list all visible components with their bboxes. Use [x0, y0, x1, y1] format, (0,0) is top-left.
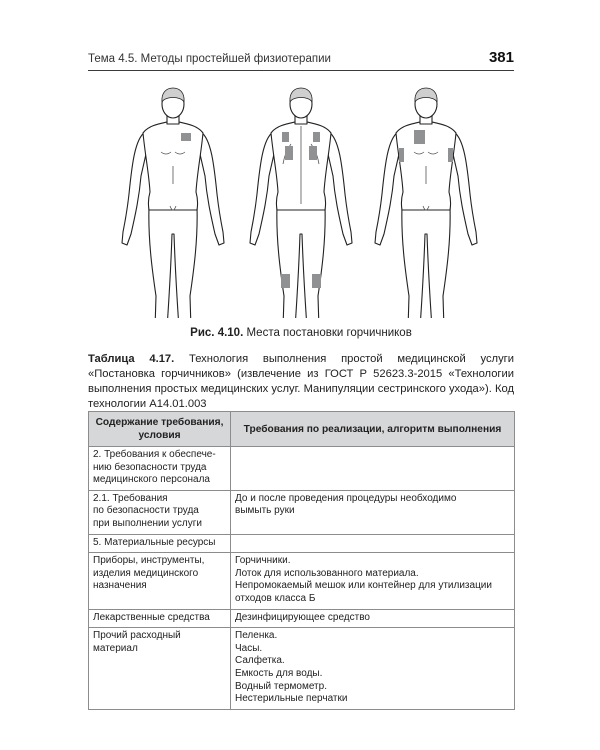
plaster-calf-right [312, 274, 321, 288]
cell-text-line: До и после проведения процедуры необходимо [235, 492, 457, 504]
body-figures-svg [88, 78, 514, 318]
cell-text-line: Часы. [235, 642, 263, 654]
cell-text-line: Непромокаемый мешок или контейнер для утилизации [235, 580, 492, 592]
table-cell-requirement [89, 490, 231, 534]
cell-text-line: по безопасности труда [93, 505, 199, 517]
figure-caption-text: Места постановки горчичников [243, 327, 412, 339]
cell-text-line: Горчичники. [235, 555, 291, 567]
table-caption-label: Таблица 4.17. [88, 353, 175, 365]
table-cell-implementation [231, 447, 515, 491]
cell-text-line: вымыть руки [235, 505, 295, 517]
cell-text-line: Емкость для воды. [235, 667, 323, 679]
cell-text-line: Прочий расходный [93, 630, 181, 642]
figure-front-2 [375, 88, 477, 318]
cell-text-line: Лоток для использованного материала. [235, 567, 419, 579]
cell-text-line: назначения [93, 580, 147, 592]
table-cell-requirement [89, 534, 231, 553]
table-caption [88, 352, 514, 412]
table-row [89, 628, 515, 710]
cell-text-line: медицинского персонала [93, 474, 210, 486]
table-cell-implementation [231, 534, 515, 553]
figure-back [250, 88, 352, 318]
plaster-shoulder-right [313, 132, 320, 142]
cell-text-line: изделия медицинского [93, 567, 199, 579]
cell-text-line: 2.1. Требования [93, 492, 168, 504]
cell-text-line: Приборы, инструменты, [93, 555, 205, 567]
table-row [89, 609, 515, 628]
table-row [89, 490, 515, 534]
table-row [89, 447, 515, 491]
table-caption-text: Технология выполнения простой медицинской услуги «Постановка горчичников» (извлечение из ГОСТ Р 52623.3-2015 «Технологии выполнения простых медицинских услуг. Манипуляции сестринского ухода»). Код технологии А14.01.003 [88, 353, 514, 410]
running-header [88, 50, 514, 71]
cell-text-line: 2. Требования к обеспече- [93, 449, 216, 460]
table-row [89, 534, 515, 553]
plaster-calf-left [281, 274, 290, 288]
cell-text-line: 5. Материальные ресурсы [93, 536, 216, 548]
cell-text-line: при выполнении услуги [93, 517, 202, 529]
cell-text-line: Дезинфицирующее средство [235, 611, 370, 623]
plaster-side-right [448, 148, 453, 162]
plaster-shoulder-left [282, 132, 289, 142]
cell-text-line: материал [93, 642, 138, 654]
page-number: 381 [488, 49, 514, 66]
table-header-row [89, 412, 515, 447]
table-cell-implementation [231, 553, 515, 609]
plaster-side-left [399, 148, 404, 162]
figure-body-diagram [88, 78, 514, 318]
cell-text-line: Салфетка. [235, 655, 285, 667]
cell-text-line: Водный термометр. [235, 680, 327, 692]
table-cell-requirement [89, 628, 231, 710]
figure-caption-label: Рис. 4.10. [190, 327, 244, 339]
cell-text-line: Нестерильные перчатки [235, 693, 348, 705]
table-cell-implementation [231, 490, 515, 534]
plaster-chest [181, 133, 191, 141]
table-cell-implementation [231, 609, 515, 628]
plaster-back-right [309, 146, 317, 160]
cell-text-line: Лекарственные средства [93, 611, 210, 623]
table-cell-requirement [89, 447, 231, 491]
table-row [89, 553, 515, 609]
figure-caption [88, 327, 514, 339]
table-header-col2: Требования по реализации, алгоритм выполнения [231, 412, 515, 447]
figure-front-1 [122, 88, 224, 318]
running-title: Тема 4.5. Методы простейшей физиотерапии [88, 53, 331, 65]
plaster-chest-upper [414, 130, 425, 144]
table-cell-requirement [89, 609, 231, 628]
requirements-table [88, 411, 515, 710]
cell-text-line: нию безопасности труда [93, 461, 207, 473]
cell-text-line: отходов класса Б [235, 592, 316, 604]
table-body [89, 447, 515, 710]
table-header-col1: Содержание требования, условия [89, 412, 231, 447]
table-cell-requirement [89, 553, 231, 609]
cell-text-line: Пеленка. [235, 630, 278, 642]
table-cell-implementation [231, 628, 515, 710]
plaster-back-left [285, 146, 293, 160]
